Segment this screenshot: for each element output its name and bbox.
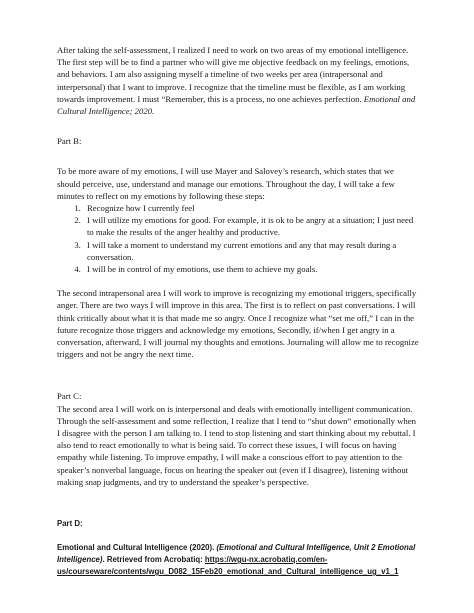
steps-list-item: 3. I will take a moment to understand my current emotions and any that may result during a conversation.: [83, 239, 419, 263]
steps-list-item: 4. I will be in control of my emotions, use them to achieve my goals.: [83, 263, 419, 275]
part-b-heading: Part B:: [57, 136, 82, 147]
steps-list: [57, 202, 419, 275]
part-b-intro: To be more aware of my emotions, I will use Mayer and Salovey’s research, which states that we should perceive, use, understand and manage our emotions. Throughout the day, I will take a few minutes to reflect on my emotions by following these steps:: [57, 166, 395, 201]
intro-citation: Emotional and Cultural Intelligence; 2020.: [57, 93, 416, 117]
reference-entry: [57, 542, 419, 578]
part-b-paragraph-triggers: The second intrapersonal area I will work to improve is recognizing my emotional triggers, specifically anger. There are two ways I will improve in this area. The first is to reflect on past conversations. I will think critically about what it is that made me so angry. Once I recognize what “set me off,” I can in the future recognize those triggers and acknowledge my emotions, Secondly, if/when I get angry in a conversation, afterward, I will journal my thoughts and emotions. Journaling will allow me to recognize triggers and not be angry the next time.: [57, 288, 419, 360]
document-body: [57, 44, 419, 578]
reference-link[interactable]: https://wgu-nx.acrobatiq.com/en-us/courseware/contents/wgu_D082_15Feb20_emotional_and_Cultural_intelligence_ug_v1_1: [57, 555, 399, 577]
paragraph-intro: [57, 44, 419, 117]
part-c-paragraph: The second area I will work on is interpersonal and deals with emotionally intelligent communication. Through the self-assessment and some reflection, I realize that I tend to “shut down” emotionally when I disagree with the person I am talking to. I tend to stop listening and start thinking about my rebuttal. I also tend to react emotionally to what is being said. To correct these issues, I will focus on having empathy while listening. To improve empathy, I will make a conscious effort to pay attention to the speaker’s nonverbal language, focus on hearing the speaker out (even if I disagree), listening without making snap judgments, and try to understand the speaker’s perspective.: [57, 403, 416, 487]
reference-title: (Emotional and Cultural Intelligence, Unit 2 Emotional Intelligence): [57, 543, 416, 565]
part-c-heading: Part C:: [57, 391, 82, 402]
reference-retrieved: . Retrieved from Acrobatiq:: [102, 555, 205, 565]
paragraph-intro-text: After taking the self-assessment, I realized I need to work on two areas of my emotional intelligence. The first step will be to find a partner who will give me objective feedback on my feelings, emotions, and behaviors. I am also assigning myself a timeline of two weeks per area (intrapersonal and interpersonal) that I want to improve. I recognize that the timeline must be flexible, as I am working towards improvement. I must “Remember, this is a process, no one achieves perfection.: [57, 45, 410, 104]
steps-list-item: 2. I will utilize my emotions for good. For example, it is ok to be angry at a situation; I just need to make the results of the anger healthy and productive.: [83, 214, 419, 238]
steps-list-item: 1. Recognize how I currently feel: [83, 202, 419, 214]
part-d-heading: Part D:: [57, 519, 83, 529]
reference-author: Emotional and Cultural Intelligence (2020).: [57, 543, 217, 553]
